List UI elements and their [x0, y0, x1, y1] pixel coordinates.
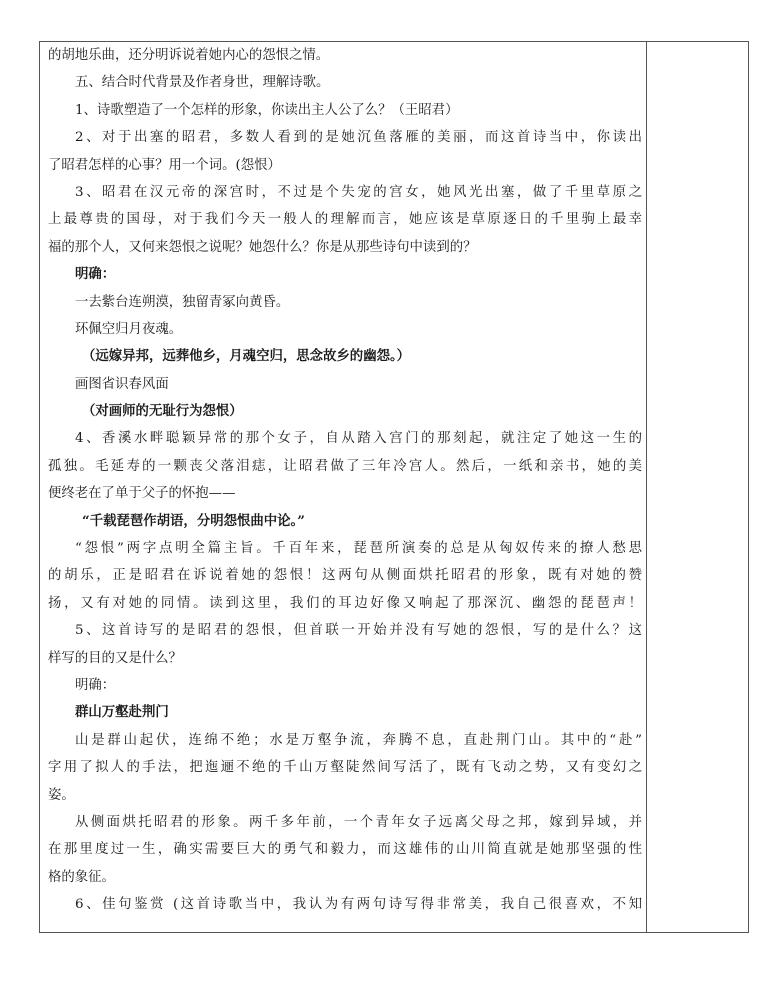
- poem-line: 画图省识春风面: [75, 376, 169, 392]
- text-line: “怨恨”两字点明全篇主旨。千百年来，琵琶所演奏的总是从匈奴传来的撩人愁思: [75, 541, 642, 557]
- text-line: 山是群山起伏，连绵不绝；水是万壑争流，奔腾不息，直赴荆门山。其中的“赴”: [75, 732, 642, 748]
- answer-label: 明确：: [75, 266, 116, 283]
- section-heading: 五、结合时代背景及作者身世，理解诗歌。: [75, 75, 330, 91]
- column-divider: [646, 42, 647, 932]
- text-line: 格的象征。: [48, 869, 115, 885]
- question-4: 4、香溪水畔聪颖异常的那个女子，自从踏入宫门的那刻起，就注定了她这一生的: [75, 431, 642, 447]
- text-line: 便终老在了单于父子的怀抱——: [48, 486, 236, 502]
- question-6: 6、佳句鉴赏 (这首诗歌当中，我认为有两句诗写得非常美，我自己很喜欢，不知: [75, 897, 642, 913]
- text-line: 扬，又有对她的同情。读到这里，我们的耳边好像又响起了那深沉、幽怨的琵琶声！: [48, 595, 642, 611]
- quoted-verse: “千载琵琶作胡语，分明怨恨曲中论。”: [82, 512, 305, 529]
- text-line: 样写的目的又是什么？: [48, 650, 182, 666]
- text-line: 从侧面烘托昭君的形象。两千多年前，一个青年女子远离父母之邦，嫁到异域，并: [75, 814, 642, 830]
- poem-note: （远嫁异邦，远葬他乡，月魂空归，思念故乡的幽怨。）: [82, 348, 411, 365]
- lesson-table: [39, 41, 749, 933]
- text-line: 在那里度过一生，确实需要巨大的勇气和毅力，而这雄伟的山川简直就是她那坚强的性: [48, 842, 642, 858]
- text-line: 福的那个人，又何来怨恨之说呢？她怨什么？你是从那些诗句中读到的？: [48, 239, 477, 255]
- poem-line: 一去紫台连朔漠，独留青冢向黄昏。: [75, 294, 290, 310]
- text-line: 的胡地乐曲，还分明诉说着她内心的怨恨之情。: [48, 48, 330, 63]
- text-line: 了昭君怎样的心事？用一个词。(怨恨）: [48, 157, 281, 173]
- question-1: 1、诗歌塑造了一个怎样的形象，你读出主人公了么？（王昭君）: [75, 102, 459, 118]
- answer-label: 明确：: [75, 677, 116, 693]
- question-3: 3、昭君在汉元帝的深宫时，不过是个失宠的宫女，她风光出塞，做了千里草原之: [75, 184, 642, 200]
- question-2: 2、对于出塞的昭君，多数人看到的是她沉鱼落雁的美丽，而这首诗当中，你读出: [75, 130, 642, 146]
- question-5: 5、这首诗写的是昭君的怨恨，但首联一开始并没有写她的怨恨，写的是什么？这: [75, 623, 642, 639]
- text-line: 上最尊贵的国母，对于我们今天一般人的理解而言，她应该是草原逐日的千里驹上最幸: [48, 212, 642, 228]
- text-line: 姿。: [48, 787, 75, 803]
- poem-line: 群山万壑赴荆门: [75, 704, 169, 721]
- lesson-content-cell: [48, 42, 642, 919]
- text-line: 字用了拟人的手法，把迤逦不绝的千山万壑陡然间写活了，既有飞动之势，又有变幻之: [48, 760, 642, 776]
- poem-line: 环佩空归月夜魂。: [75, 321, 183, 337]
- poem-note: （对画师的无耻行为怨恨）: [82, 403, 243, 420]
- text-line: 孤独。毛延寿的一颗丧父落泪痣，让昭君做了三年冷宫人。然后，一纸和亲书，她的美: [48, 458, 642, 474]
- text-line: 的胡乐，正是昭君在诉说着她的怨恨！这两句从侧面烘托昭君的形象，既有对她的赞: [48, 568, 642, 584]
